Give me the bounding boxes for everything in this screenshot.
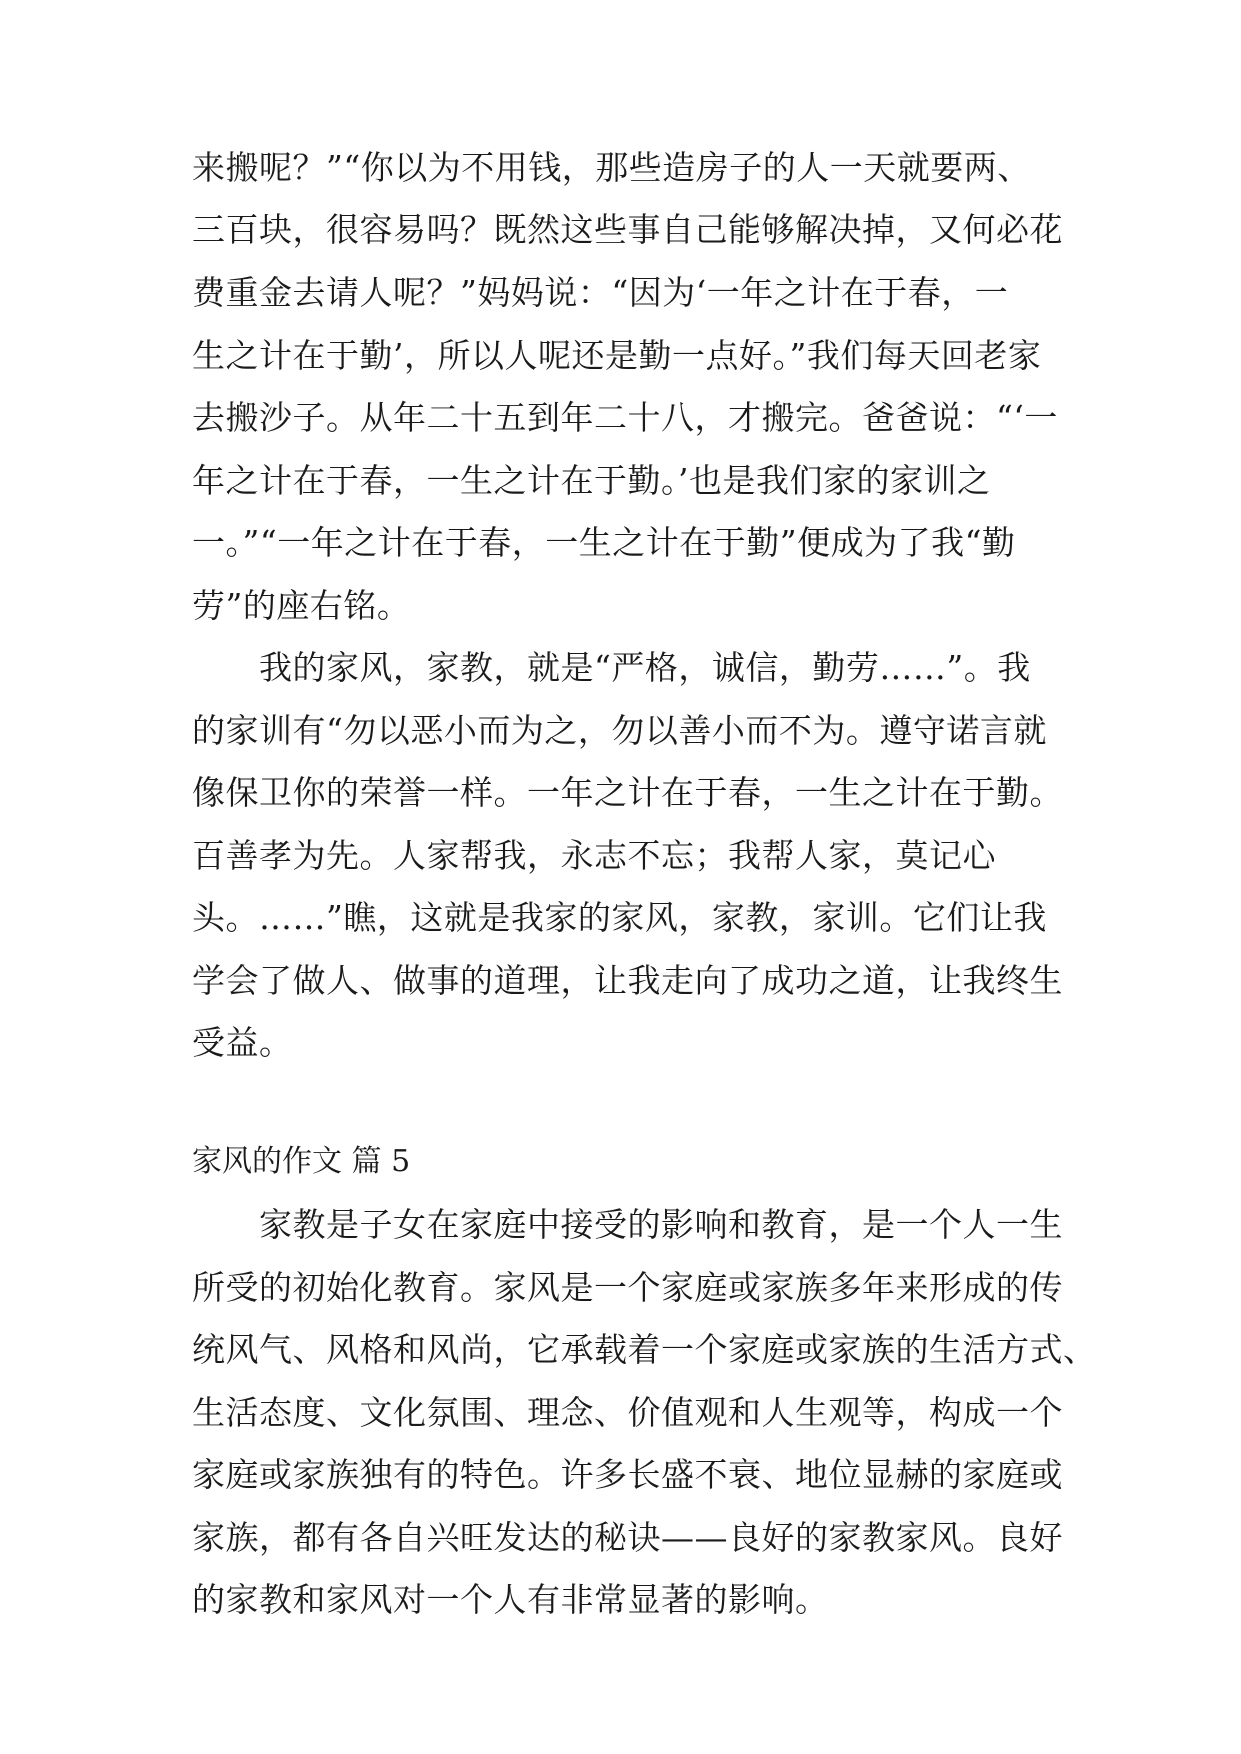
paragraph-b-line-7: 受益。 [192, 1023, 293, 1062]
paragraph-b-line-4: 百善孝为先。人家帮我，永志不忘；我帮人家，莫记心 [192, 836, 996, 875]
paragraph-c-line-6: 家族，都有各自兴旺发达的秘诀——良好的家教家风。良好 [192, 1518, 1063, 1557]
paragraph-a-line-5: 去搬沙子。从年二十五到年二十八，才搬完。爸爸说：“‘一 [192, 398, 1058, 437]
paragraph-c-line-4: 生活态度、文化氛围、理念、价值观和人生观等，构成一个 [192, 1393, 1063, 1432]
paragraph-b-line-2: 的家训有“勿以恶小而为之，勿以善小而不为。遵守诺言就 [192, 711, 1047, 750]
paragraph-a-line-1: 来搬呢？”“你以为不用钱，那些造房子的人一天就要两、 [192, 148, 1031, 187]
paragraph-b-line-5: 头。……”瞧，这就是我家的家风，家教，家训。它们让我 [192, 898, 1047, 937]
section-heading: 家风的作文 篇 5 [192, 1144, 411, 1179]
paragraph-c-line-5: 家庭或家族独有的特色。许多长盛不衰、地位显赫的家庭或 [192, 1455, 1063, 1494]
paragraph-a-line-6: 年之计在于春，一生之计在于勤。’也是我们家的家训之 [192, 461, 991, 500]
paragraph-a-line-4: 生之计在于勤’，所以人呢还是勤一点好。”我们每天回老家 [192, 336, 1042, 375]
paragraph-b-line-6: 学会了做人、做事的道理，让我走向了成功之道，让我终生 [192, 961, 1063, 1000]
paragraph-a-line-8: 劳”的座右铭。 [192, 586, 411, 625]
paragraph-c-line-2: 所受的初始化教育。家风是一个家庭或家族多年来形成的传 [192, 1268, 1063, 1307]
paragraph-c-line-7: 的家教和家风对一个人有非常显著的影响。 [192, 1580, 829, 1619]
paragraph-b-line-3: 像保卫你的荣誉一样。一年之计在于春，一生之计在于勤。 [192, 773, 1063, 812]
paragraph-c-line-1: 家教是子女在家庭中接受的影响和教育，是一个人一生 [192, 1205, 1063, 1244]
paragraph-c-line-3: 统风气、风格和风尚，它承载着一个家庭或家族的生活方式、 [192, 1330, 1097, 1369]
paragraph-a-line-2: 三百块，很容易吗？既然这些事自己能够解决掉，又何必花 [192, 210, 1063, 249]
paragraph-a-line-3: 费重金去请人呢？”妈妈说：“因为‘一年之计在于春，一 [192, 273, 1009, 312]
paragraph-a-line-7: 一。”“一年之计在于春，一生之计在于勤”便成为了我“勤 [192, 523, 1016, 562]
paragraph-b-line-1: 我的家风，家教，就是“严格，诚信，勤劳……”。我 [192, 648, 1031, 687]
